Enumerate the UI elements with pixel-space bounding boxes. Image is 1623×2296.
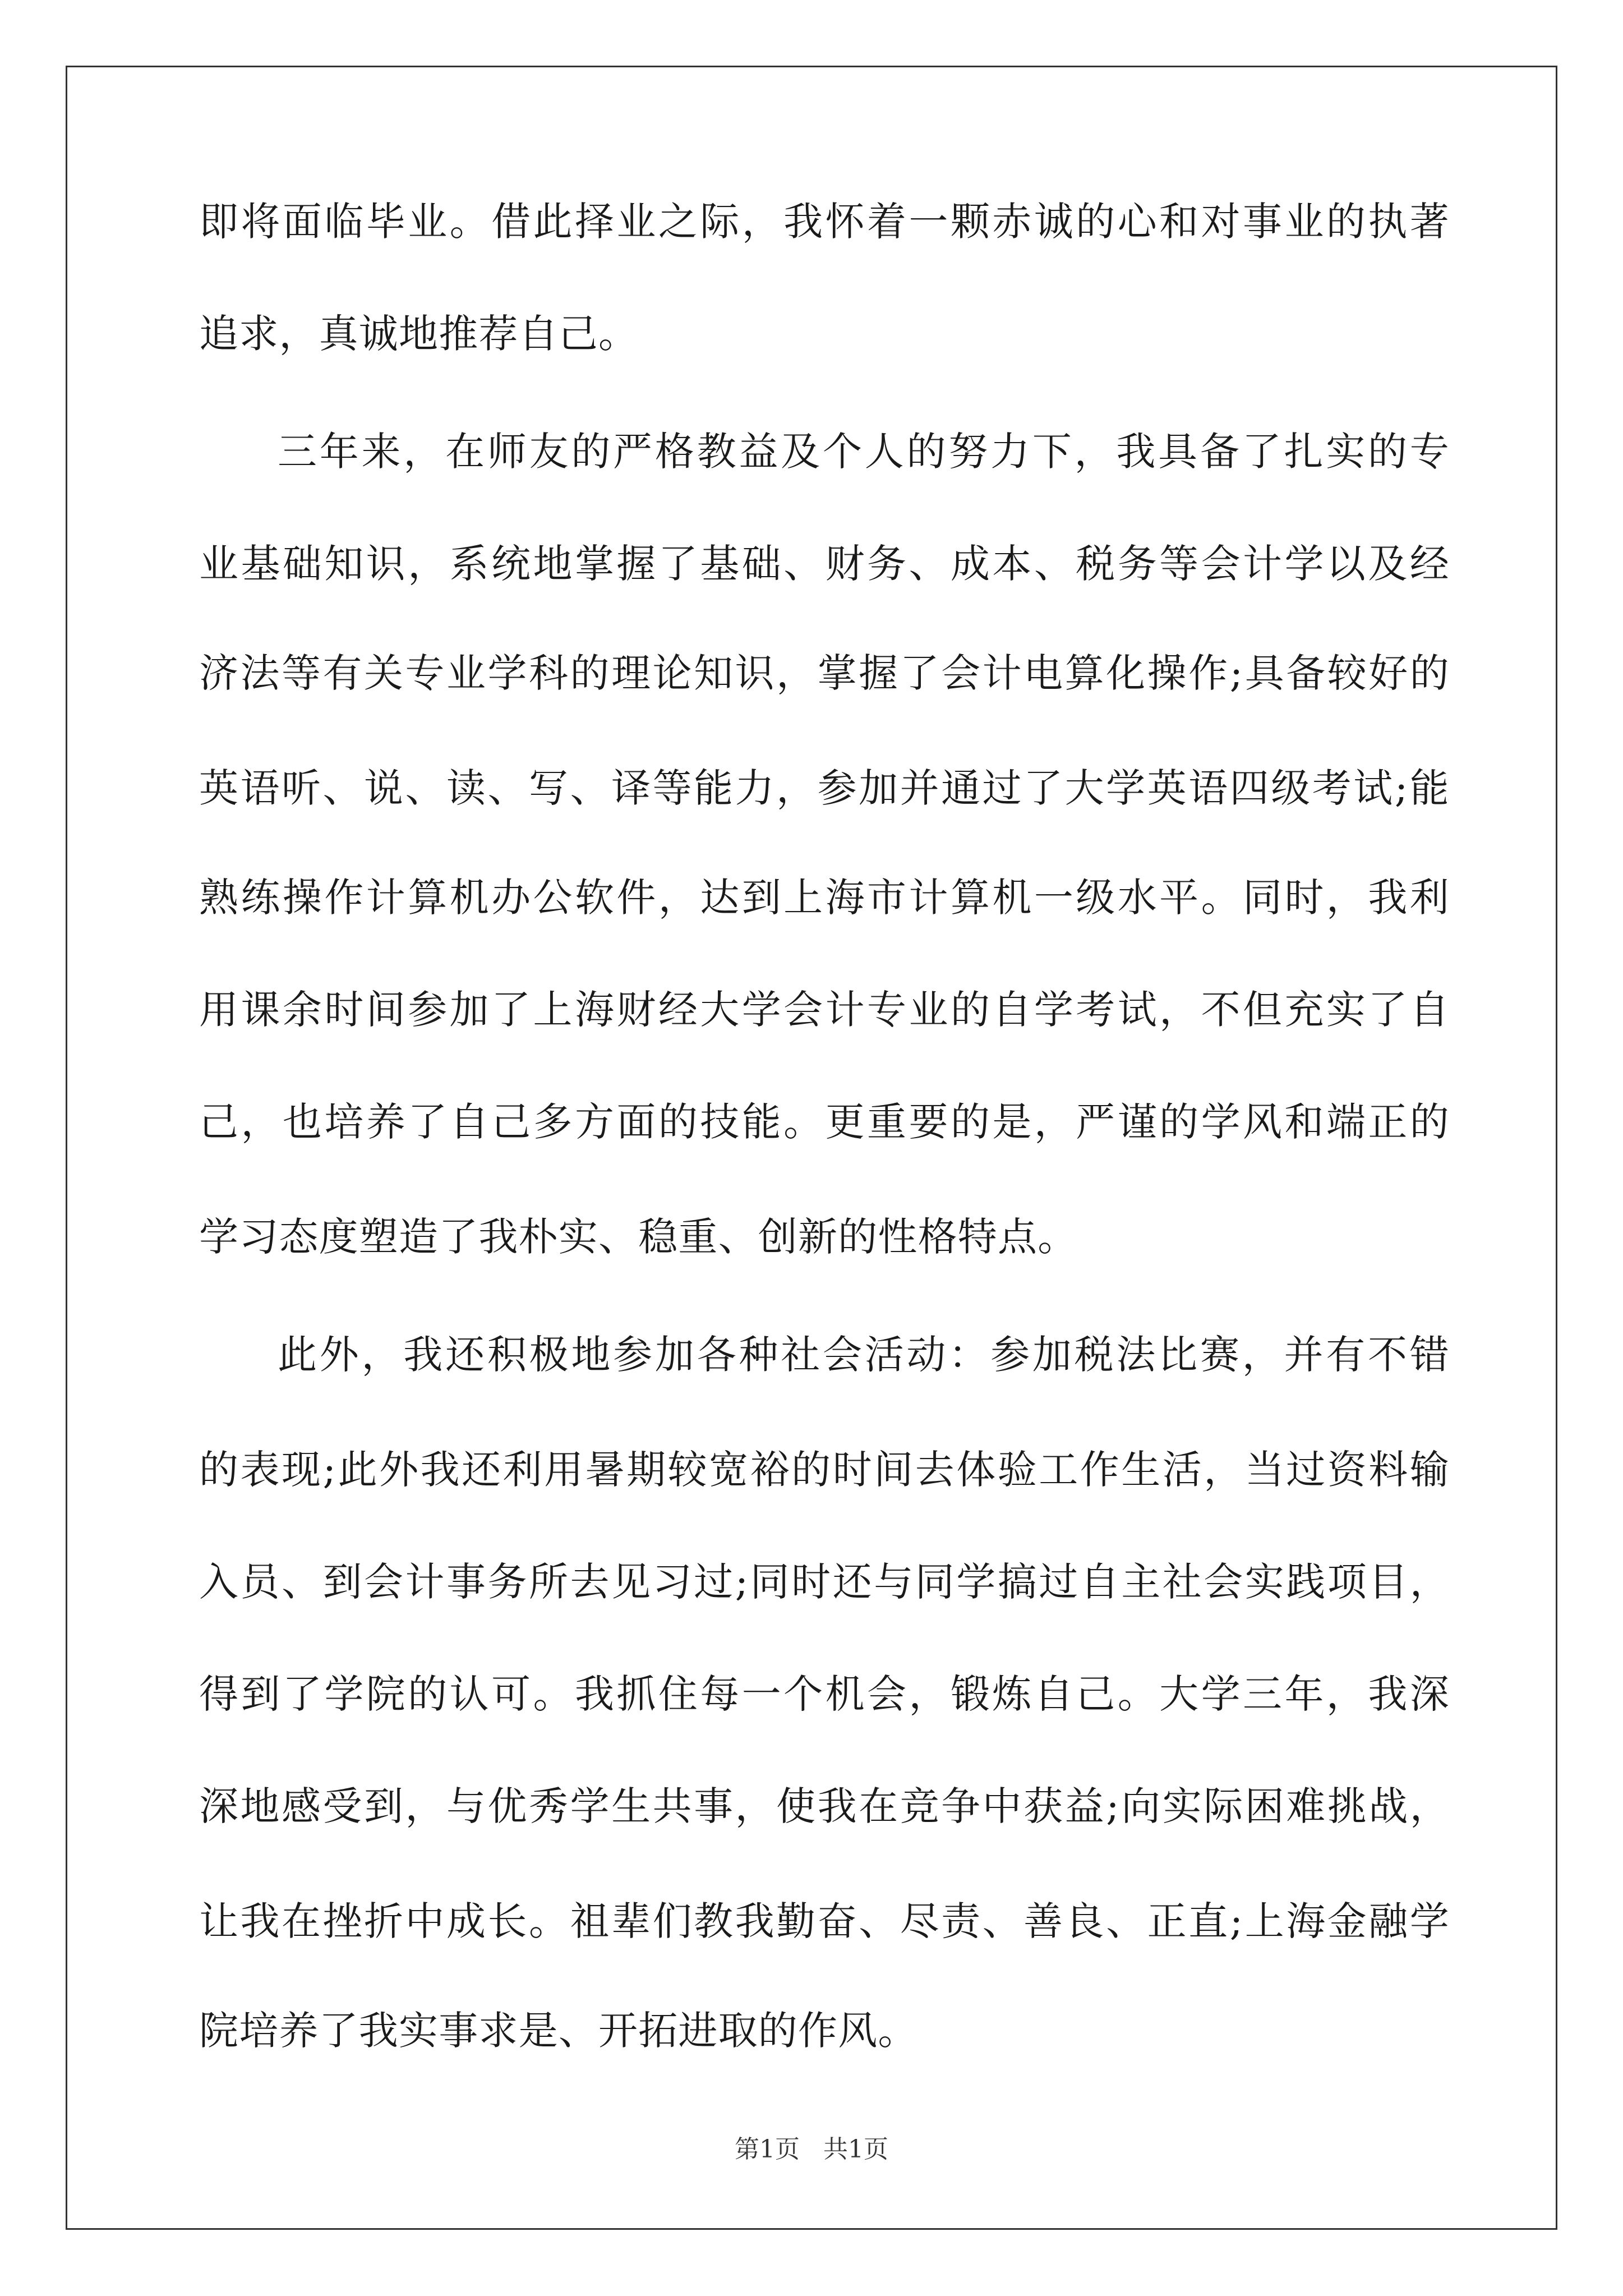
text-line: 深地感受到，与优秀学生共事，使我在竞争中获益;向实际困难挑战， bbox=[199, 1783, 1450, 1829]
page-total: 共1页 bbox=[823, 2135, 888, 2164]
text-line: 追求，真诚地推荐自己。 bbox=[199, 311, 639, 357]
text-line: 英语听、说、读、写、译等能力，参加并通过了大学英语四级考试;能 bbox=[199, 765, 1450, 811]
text-line: 己，也培养了自己多方面的技能。更重要的是，严谨的学风和端正的 bbox=[199, 1099, 1450, 1145]
text-line: 的表现;此外我还利用暑期较宽裕的时间去体验工作生活，当过资料输 bbox=[199, 1447, 1450, 1493]
text-line: 让我在挫折中成长。祖辈们教我勤奋、尽责、善良、正直;上海金融学 bbox=[199, 1898, 1450, 1944]
text-line: 熟练操作计算机办公软件，达到上海市计算机一级水平。同时，我利 bbox=[199, 875, 1450, 921]
text-line: 业基础知识，系统地掌握了基础、财务、成本、税务等会计学以及经 bbox=[199, 541, 1450, 587]
text-line: 济法等有关专业学科的理论知识，掌握了会计电算化操作;具备较好的 bbox=[199, 650, 1450, 696]
page-number: 第1页 bbox=[735, 2135, 800, 2164]
text-line: 学习态度塑造了我朴实、稳重、创新的性格特点。 bbox=[199, 1214, 1078, 1260]
text-line: 即将面临毕业。借此择业之际，我怀着一颗赤诚的心和对事业的执著 bbox=[199, 199, 1450, 245]
text-line: 三年来，在师友的严格教益及个人的努力下，我具备了扎实的专 bbox=[278, 429, 1450, 475]
text-line: 院培养了我实事求是、开拓进取的作风。 bbox=[199, 2008, 918, 2054]
text-line: 此外，我还积极地参加各种社会活动：参加税法比赛，并有不错 bbox=[278, 1332, 1450, 1378]
text-line: 入员、到会计事务所去见习过;同时还与同学搞过自主社会实践项目， bbox=[199, 1559, 1450, 1605]
page-footer bbox=[0, 2137, 1623, 2162]
text-line: 用课余时间参加了上海财经大学会计专业的自学考试，不但充实了自 bbox=[199, 987, 1450, 1033]
text-line: 得到了学院的认可。我抓住每一个机会，锻炼自己。大学三年，我深 bbox=[199, 1671, 1450, 1717]
